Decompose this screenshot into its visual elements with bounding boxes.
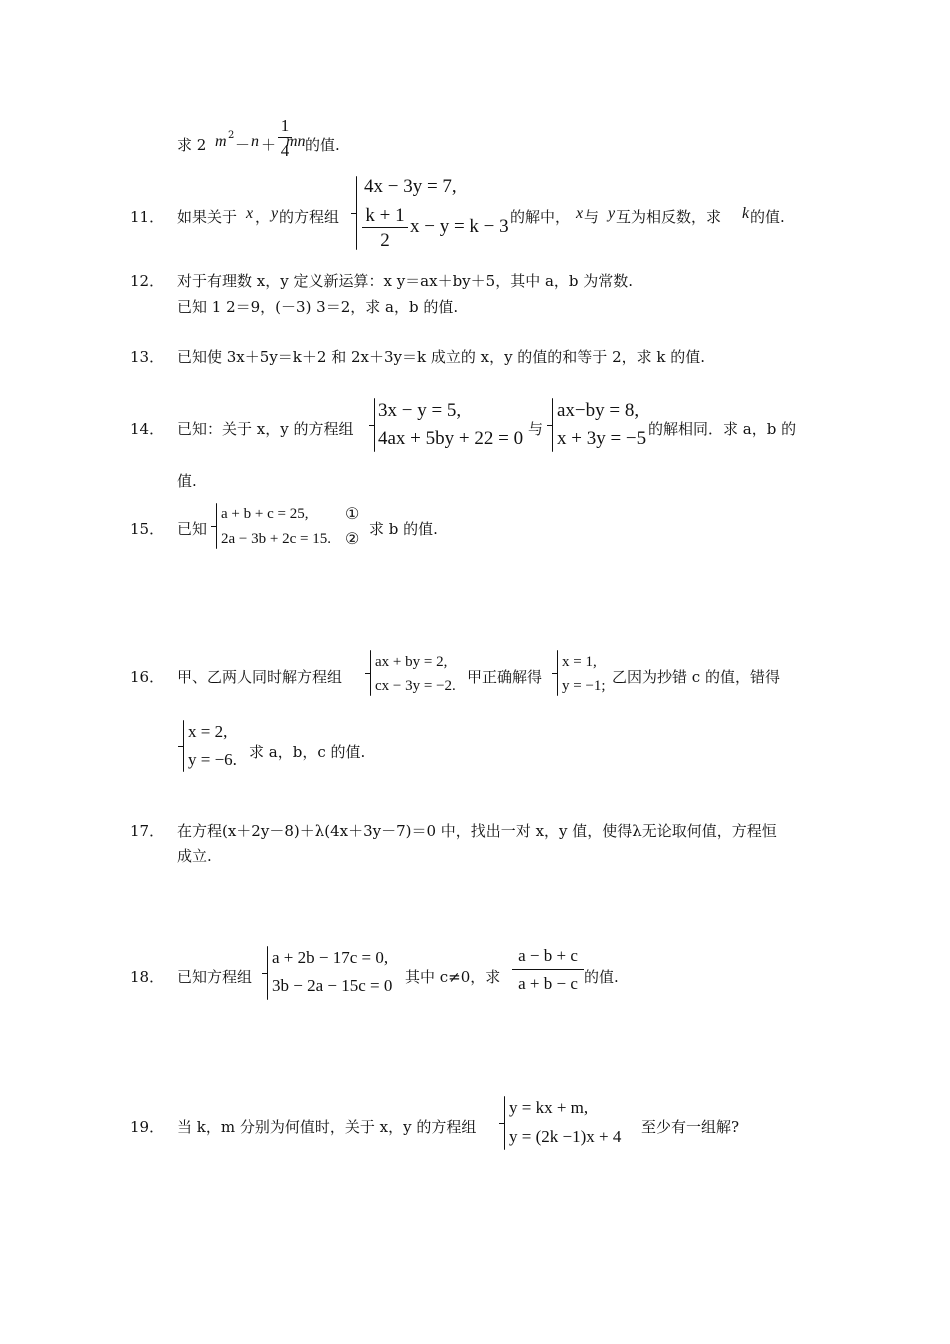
p19-pre: 当 k，m 分别为何值时，关于 x，y 的方程组 (177, 1118, 477, 1136)
p14-line2: 值. (177, 472, 197, 490)
p11-comma: ， (255, 208, 271, 226)
problem-11 (0, 172, 950, 252)
p10-frac-num: 1 (278, 116, 292, 138)
p16-brace-2 (557, 650, 558, 696)
p12-number: 12． (130, 272, 165, 290)
p16-eq3: x = 1, (562, 654, 597, 670)
p10-n: n (251, 133, 259, 150)
p11-mid: 的方程组 (279, 208, 340, 226)
problem-19 (0, 1092, 950, 1152)
problem-12 (0, 268, 950, 318)
p18-pre: 已知方程组 (177, 968, 253, 986)
p13-line1: 已知使 3x＋5y＝k＋2 和 2x＋3y＝k 成立的 x，y 的值的和等于 2，求 k 的值. (177, 348, 706, 366)
p11-post3: 互为相反数，求 (616, 208, 722, 226)
problem-13 (0, 344, 950, 368)
p11-y2: y (608, 205, 616, 222)
p12-line1: 对于有理数 x，y 定义新运算：x y＝ax＋by＋5，其中 a，b 为常数. (177, 272, 634, 290)
p16-brace-1 (370, 650, 371, 696)
p16-eq2: cx − 3y = −2. (375, 678, 456, 694)
p18-number: 18． (130, 968, 165, 986)
p15-number: 15． (130, 520, 165, 538)
p11-x2: x (576, 205, 584, 222)
p15-mark2: ② (345, 531, 360, 548)
p10-post: 的值. (305, 136, 340, 154)
p16-eq1: ax + by = 2, (375, 654, 448, 670)
problem-16 (0, 648, 950, 778)
p18-frac-num: a − b + c (512, 946, 584, 970)
p11-post4: 的值. (750, 208, 785, 226)
p16-number: 16． (130, 668, 165, 686)
p11-x: x (246, 205, 254, 222)
p14-eq4: x + 3y = −5 (557, 428, 647, 449)
p11-post2: 与 (584, 208, 600, 226)
p18-mid: 其中 c≠0，求 (405, 968, 501, 986)
p10-m: m (215, 133, 227, 150)
p11-frac-den: 2 (380, 230, 390, 251)
p11-brace (356, 176, 357, 250)
p19-post: 至少有一组解? (641, 1118, 740, 1136)
p10-frac-den: 4 (280, 141, 290, 160)
p15-brace (216, 503, 217, 549)
p18-eq2: 3b − 2a − 15c = 0 (272, 976, 393, 995)
p11-k: k (742, 205, 750, 222)
p15-eq2: 2a − 3b + 2c = 15. (221, 531, 331, 547)
p14-mid: 与 (528, 420, 544, 438)
p19-brace (504, 1096, 505, 1150)
p16-mid: 甲正确解得 (467, 668, 543, 686)
p18-brace (267, 946, 268, 1000)
p18-eq1: a + 2b − 17c = 0, (272, 948, 389, 967)
p11-eq2: x − y = k − 3 (410, 216, 509, 237)
problem-17 (0, 818, 950, 868)
p14-brace-1 (374, 398, 375, 452)
p19-number: 19． (130, 1118, 165, 1136)
p18-frac-den: a + b − c (518, 974, 578, 993)
p15-pre: 已知 (177, 520, 208, 538)
p17-line1: 在方程(x＋2y－8)＋λ(4x＋3y－7)＝0 中，找出一对 x，y 值，使得λ无论取何值，方程恒 (177, 822, 777, 840)
p15-eq1: a + b + c = 25, (221, 506, 309, 522)
p11-number: 11． (130, 208, 165, 226)
problem-18 (0, 942, 950, 1002)
p14-number: 14． (130, 420, 165, 438)
p16-post: 乙因为抄错 c 的值，错得 (612, 668, 780, 686)
p14-pre: 已知：关于 x，y 的方程组 (177, 420, 354, 438)
p10-minus: － (235, 136, 251, 154)
p14-eq2: 4ax + 5by + 22 = 0 (378, 428, 524, 449)
p13-number: 13． (130, 348, 165, 366)
p11-post1: 的解中， (510, 208, 571, 226)
p11-y: y (271, 205, 279, 222)
p16-brace-3 (183, 720, 184, 772)
p14-eq3: ax−by = 8, (557, 400, 640, 421)
p17-number: 17． (130, 822, 165, 840)
p16-eq4: y = −1; (562, 678, 606, 694)
p16-eq6: y = −6. (188, 750, 237, 769)
p19-eq1: y = kx + m, (509, 1098, 589, 1117)
p14-brace-2 (552, 398, 553, 452)
p15-post: 求 b 的值. (369, 520, 438, 538)
p10-mn: mn (286, 133, 306, 150)
p10-sup: 2 (228, 130, 235, 141)
p15-mark1: ① (345, 506, 360, 523)
p16-eq5: x = 2, (188, 722, 228, 741)
p11-frac-num: k + 1 (362, 205, 408, 228)
p11-fraction (362, 205, 408, 252)
p14-eq1: 3x − y = 5, (378, 400, 462, 421)
p14-post: 的解相同．求 a，b 的 (648, 420, 797, 438)
p16-pre: 甲、乙两人同时解方程组 (177, 668, 343, 686)
p11-pre: 如果关于 (177, 208, 238, 226)
problem-15 (0, 502, 950, 552)
p17-line2: 成立. (177, 847, 212, 865)
p18-post: 的值. (584, 968, 619, 986)
p10-pre: 求 2 (177, 136, 207, 154)
p12-line2: 已知 1 2＝9，(－3) 3＝2，求 a，b 的值. (177, 298, 459, 316)
p16-post2: 求 a，b，c 的值. (249, 743, 366, 761)
p11-eq1: 4x − 3y = 7, (364, 176, 457, 197)
p18-fraction (512, 946, 584, 994)
p10-plus: ＋ (261, 136, 277, 154)
problem-14 (0, 396, 950, 488)
p19-eq2: y = (2k −1)x + 4 (509, 1127, 622, 1146)
